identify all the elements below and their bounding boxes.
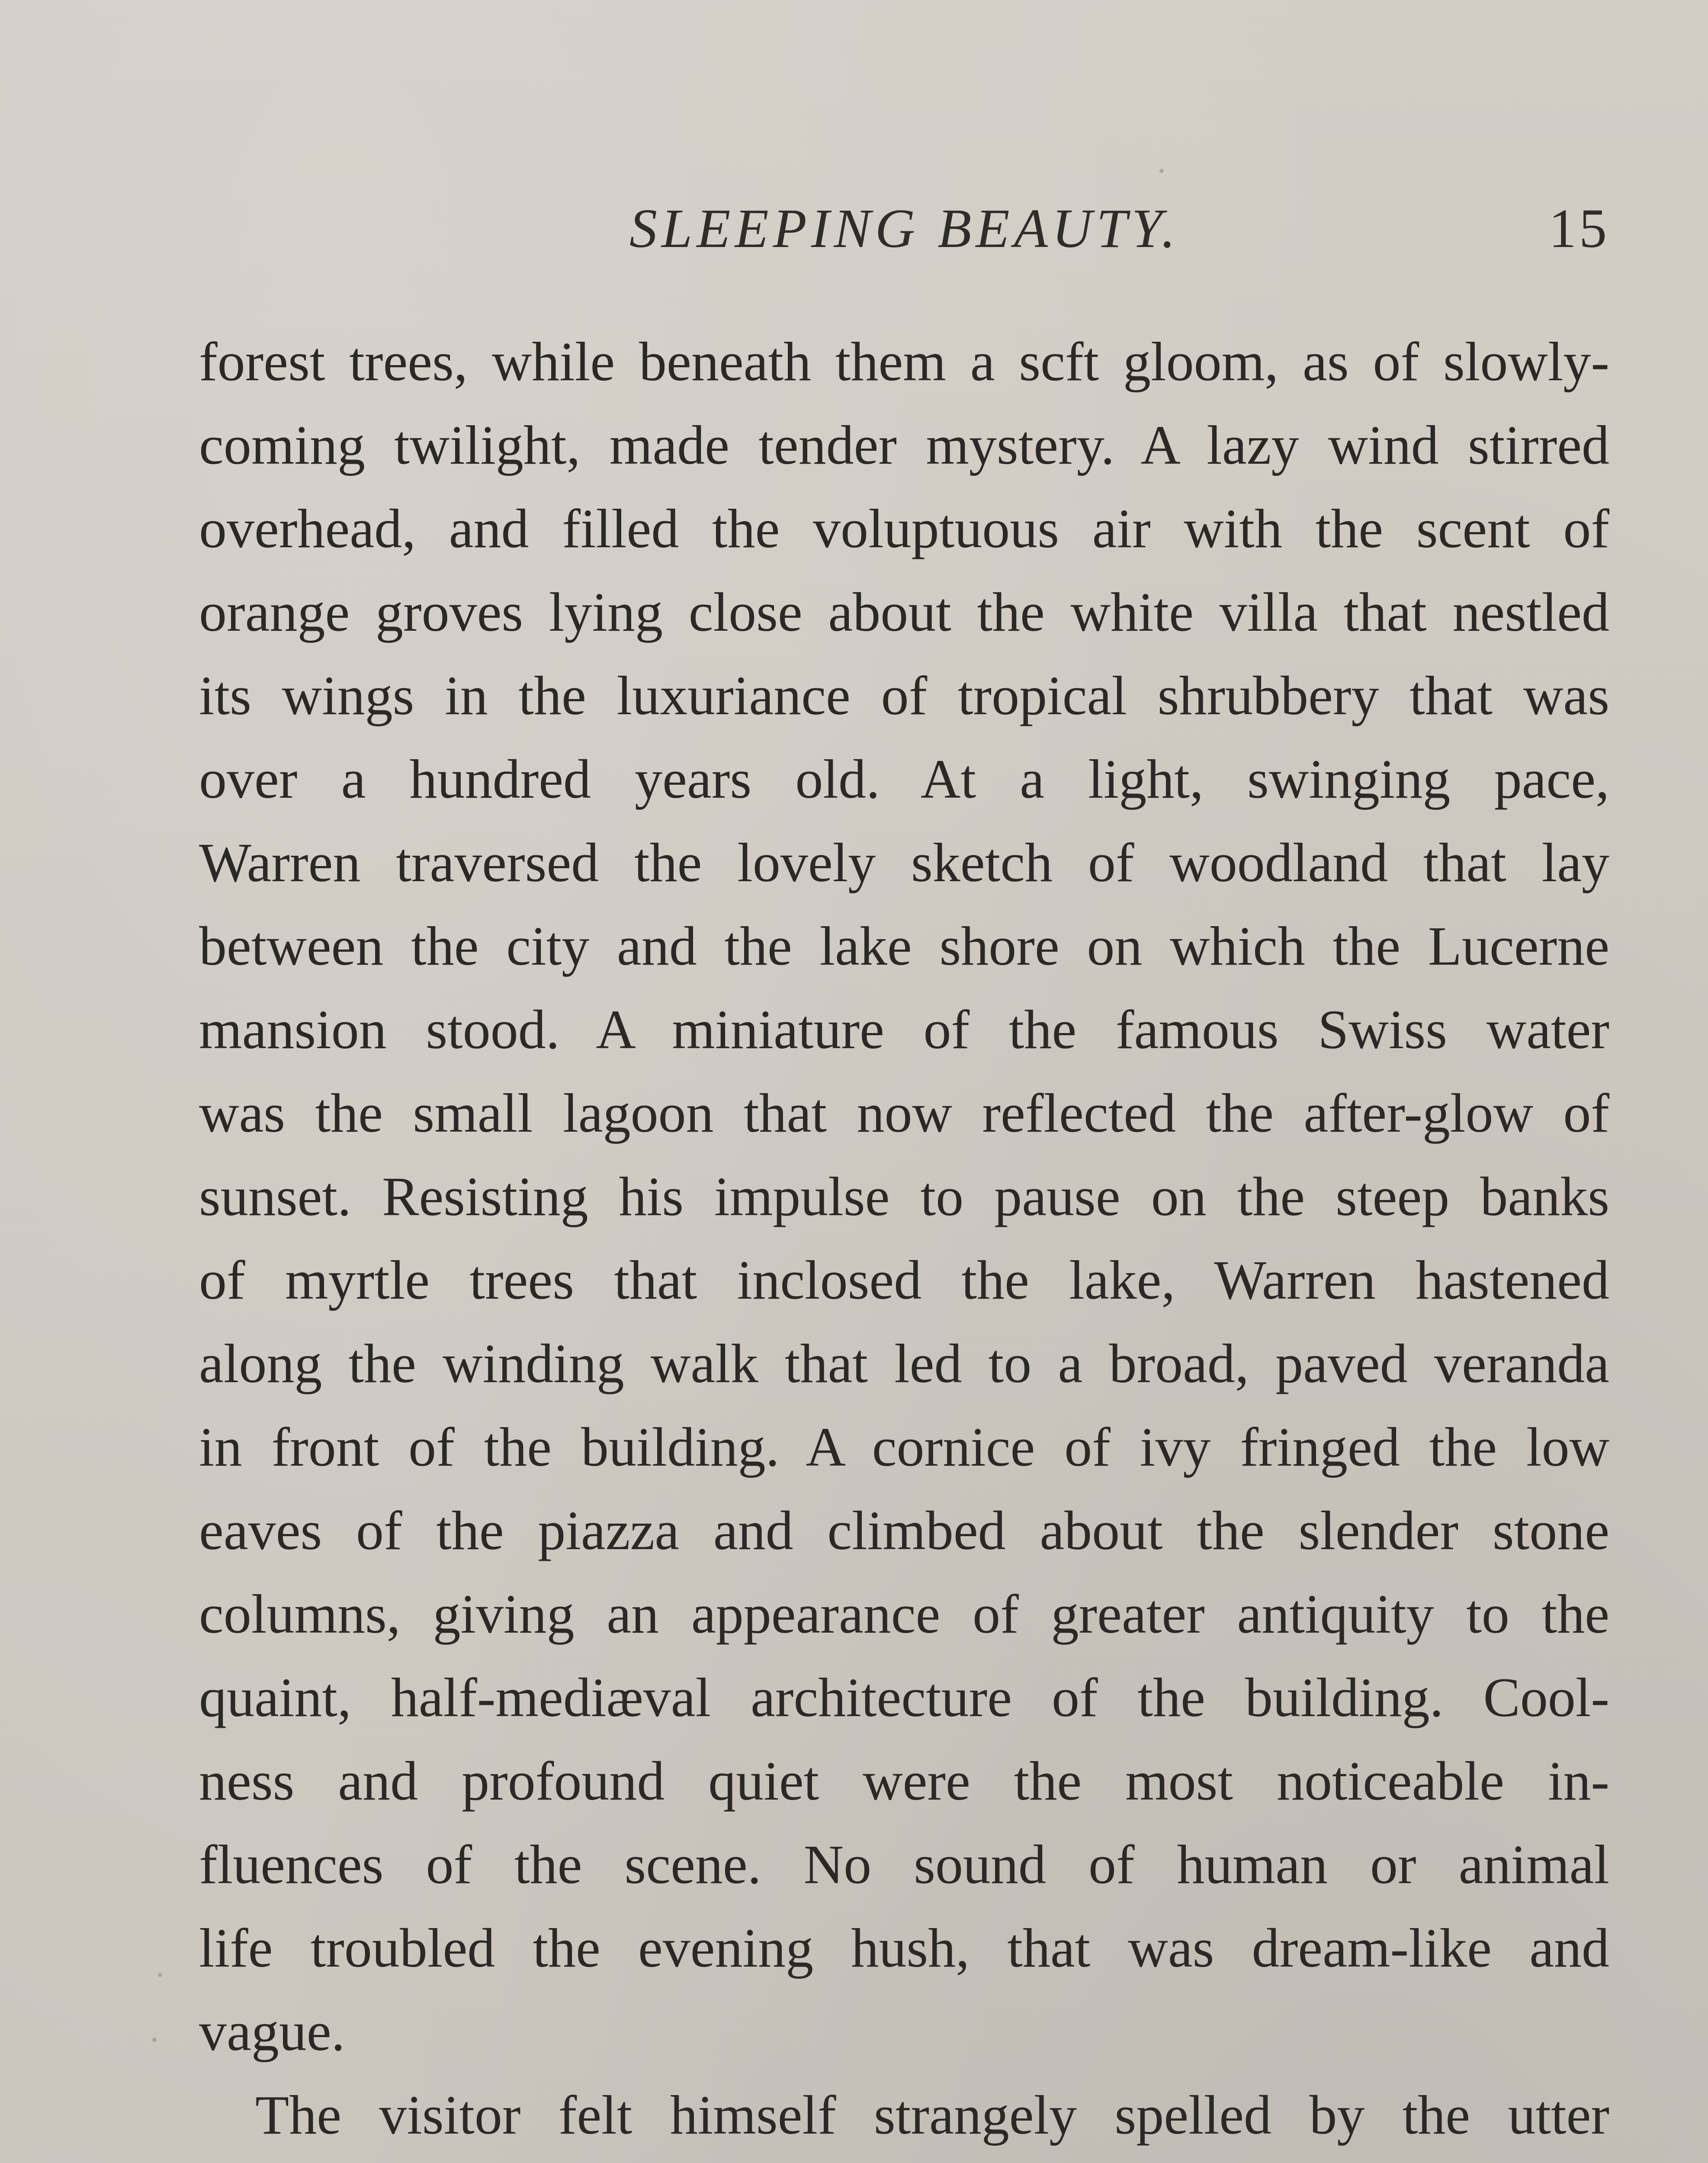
text-line <box>199 2157 1609 2163</box>
text-line: was the small lagoon that now reflected the after-glow of <box>199 1082 1609 1144</box>
text-line: coming twilight, made tender mystery. A lazy wind stirred <box>199 414 1609 476</box>
text-line: orange groves lying close about the white villa that nestled <box>199 581 1609 643</box>
body-text <box>199 320 1609 2163</box>
text-line: columns, giving an appearance of greater antiquity to the <box>199 1583 1609 1645</box>
running-title: SLEEPING BEAUTY. <box>629 198 1180 259</box>
text-line: forest trees, while beneath them a scft gloom, as of slowly- <box>199 331 1609 392</box>
text-line: fluences of the scene. No sound of human or animal <box>199 1834 1609 1895</box>
paper-speck <box>1159 169 1164 173</box>
text-line: sunset. Resisting his impulse to pause on the steep banks <box>199 1166 1609 1227</box>
text-line: The visitor felt himself strangely spelled by the utter <box>255 2084 1609 2146</box>
paragraph <box>199 2073 1609 2163</box>
paragraph <box>199 320 1609 2073</box>
paper-speck <box>158 1973 162 1977</box>
text-line: Warren traversed the lovely sketch of woodland that lay <box>199 832 1609 893</box>
text-line: overhead, and filled the voluptuous air with the scent of <box>199 498 1609 559</box>
text-line: of myrtle trees that inclosed the lake, Warren hastened <box>199 1249 1609 1311</box>
text-line: quaint, half-mediæval architecture of the building. Cool- <box>199 1667 1609 1728</box>
running-head <box>199 197 1609 275</box>
text-line: its wings in the luxuriance of tropical shrubbery that was <box>199 665 1609 726</box>
text-line: along the winding walk that led to a broad, paved veranda <box>199 1333 1609 1394</box>
text-line: over a hundred years old. At a light, swinging pace, <box>199 748 1609 810</box>
text-line: ness and profound quiet were the most noticeable in- <box>199 1750 1609 1812</box>
text-line: mansion stood. A miniature of the famous Swiss water <box>199 999 1609 1060</box>
text-line: in front of the building. A cornice of ivy fringed the low <box>199 1416 1609 1478</box>
text-line: between the city and the lake shore on which the Lucerne <box>199 915 1609 977</box>
text-line: life troubled the evening hush, that was dream-like and <box>199 1917 1609 1979</box>
text-line: vague. <box>199 2001 345 2062</box>
paper-speck <box>152 2038 157 2042</box>
page-number: 15 <box>1549 198 1609 259</box>
text-line: eaves of the piazza and climbed about the slender stone <box>199 1500 1609 1561</box>
